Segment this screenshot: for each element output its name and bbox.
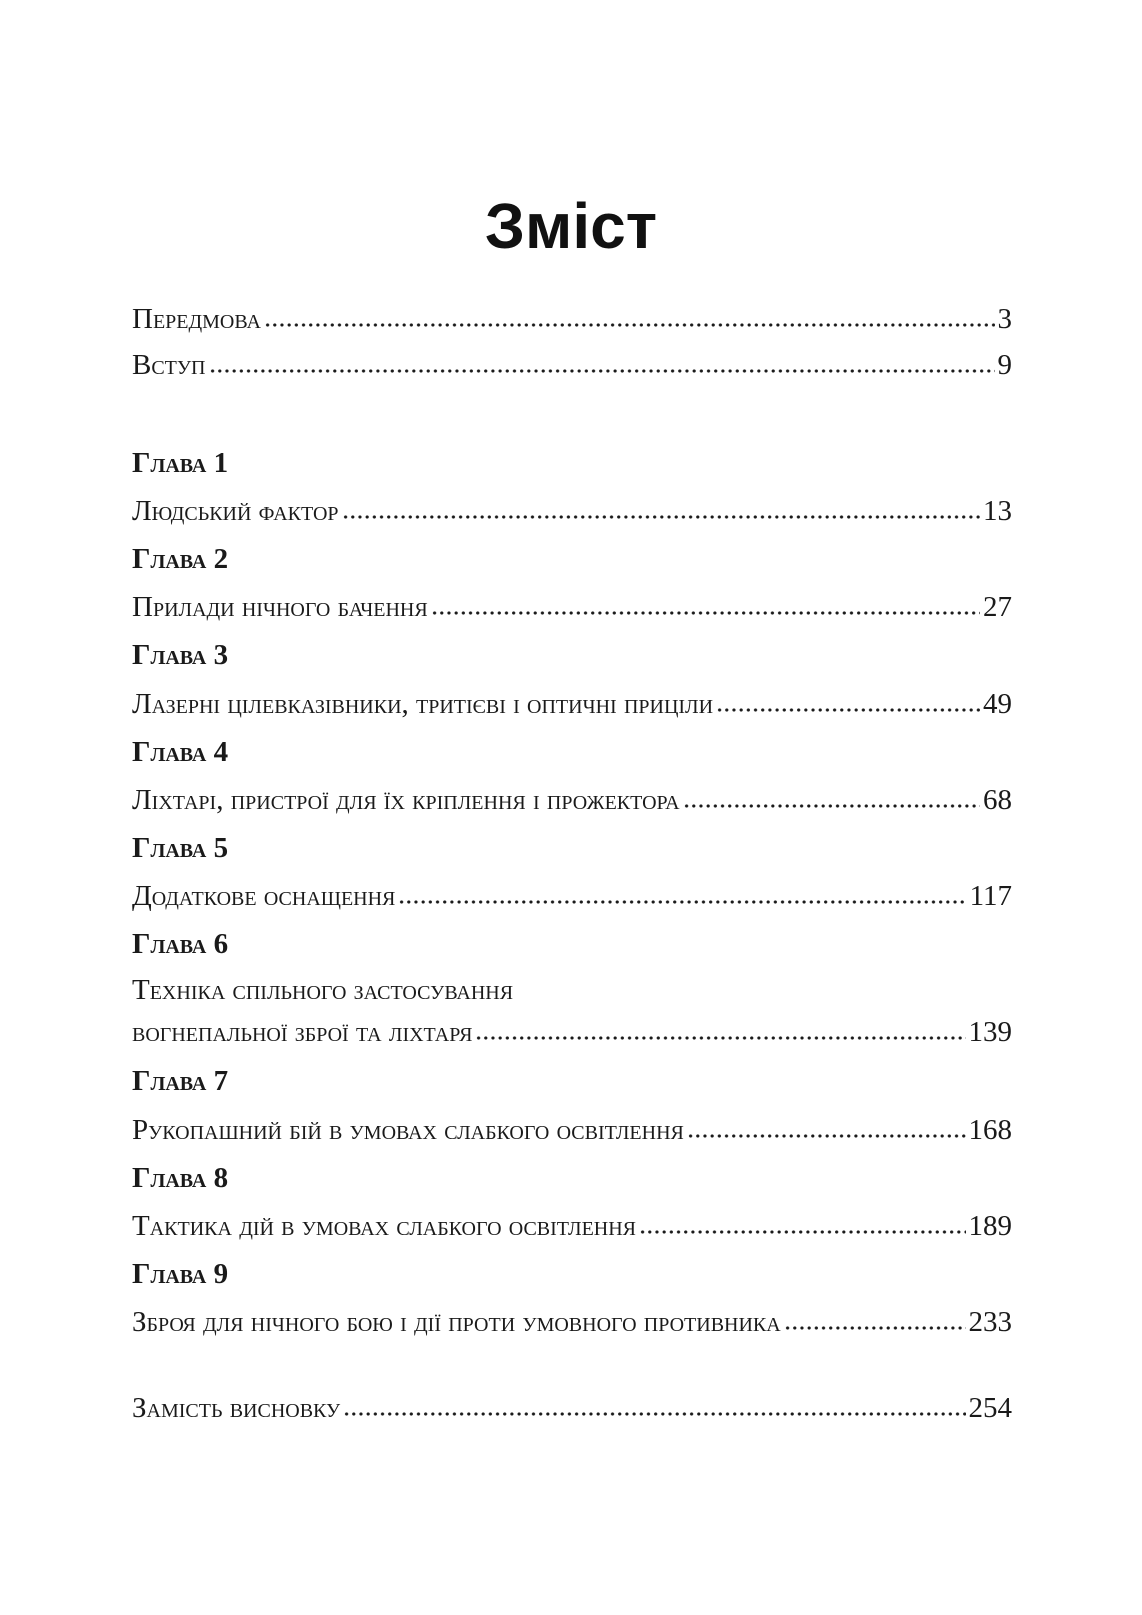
dot-leader bbox=[475, 1034, 965, 1042]
chapter-heading bbox=[132, 826, 1012, 866]
toc-entry-foreword[interactable] bbox=[132, 297, 1012, 337]
dot-leader bbox=[264, 321, 995, 329]
chapter-heading-text: Глава 4 bbox=[132, 736, 229, 768]
toc-entry-label: Людський фактор bbox=[132, 495, 339, 527]
toc-entry-chapter-5[interactable] bbox=[132, 874, 1012, 914]
toc-entry-chapter-3[interactable] bbox=[132, 682, 1012, 722]
chapter-heading bbox=[132, 1059, 1012, 1099]
chapter-heading-text: Глава 7 bbox=[132, 1065, 229, 1097]
toc-page-number: 233 bbox=[968, 1306, 1012, 1338]
toc-entry-label: Рукопашний бій в умовах слабкого освітлення bbox=[132, 1114, 684, 1146]
chapter-heading bbox=[132, 1252, 1012, 1292]
toc-entry-label: Замість висновку bbox=[132, 1392, 341, 1424]
dot-leader bbox=[639, 1228, 965, 1236]
chapter-heading bbox=[132, 633, 1012, 673]
chapter-heading bbox=[132, 730, 1012, 770]
toc-entry-label: Тактика дій в умовах слабкого освітлення bbox=[132, 1210, 637, 1242]
toc-entry-chapter-6[interactable] bbox=[132, 1010, 1012, 1050]
toc-page-number: 189 bbox=[968, 1210, 1012, 1242]
toc-entry-chapter-4[interactable] bbox=[132, 778, 1012, 818]
toc-entry-label: Техніка спільного застосування bbox=[132, 974, 514, 1006]
dot-leader bbox=[784, 1324, 966, 1332]
toc-page-number: 254 bbox=[968, 1392, 1012, 1424]
toc-entry-label: Лазерні цілевказівники, тритієві і оптичні приціли bbox=[132, 688, 714, 720]
chapter-heading-text: Глава 2 bbox=[132, 543, 229, 575]
toc-page-number: 139 bbox=[968, 1016, 1012, 1048]
dot-leader bbox=[687, 1132, 966, 1140]
toc-page-number: 49 bbox=[983, 688, 1012, 720]
toc-entry-introduction[interactable] bbox=[132, 343, 1012, 383]
toc-page-number: 117 bbox=[969, 880, 1012, 912]
toc-entry-chapter-1[interactable] bbox=[132, 489, 1012, 529]
chapter-heading bbox=[132, 1156, 1012, 1196]
dot-leader bbox=[683, 802, 980, 810]
dot-leader bbox=[716, 706, 980, 714]
chapter-heading-text: Глава 9 bbox=[132, 1258, 229, 1290]
toc-entry-label: вогнепальної зброї та ліхтаря bbox=[132, 1016, 473, 1048]
toc-page-number: 68 bbox=[983, 784, 1012, 816]
dot-leader bbox=[342, 513, 980, 521]
toc-entry-label: Додаткове оснащення bbox=[132, 880, 396, 912]
toc-page-number: 27 bbox=[983, 591, 1012, 623]
toc-page-number: 9 bbox=[997, 349, 1012, 381]
chapter-heading-text: Глава 3 bbox=[132, 639, 229, 671]
toc-page-number: 168 bbox=[968, 1114, 1012, 1146]
page-title: Зміст bbox=[484, 190, 658, 262]
dot-leader bbox=[343, 1410, 965, 1418]
table-of-contents bbox=[132, 0, 1012, 1615]
toc-entry-chapter-6-line-1[interactable] bbox=[132, 968, 1012, 1008]
toc-entry-chapter-2[interactable] bbox=[132, 585, 1012, 625]
toc-entry-label: Передмова bbox=[132, 303, 261, 335]
chapter-heading-text: Глава 1 bbox=[132, 447, 229, 479]
toc-entry-label: Ліхтарі, пристрої для їх кріплення і прожектора bbox=[132, 784, 680, 816]
toc-entry-conclusion[interactable] bbox=[132, 1386, 1012, 1426]
chapter-heading bbox=[132, 441, 1012, 481]
chapter-heading-text: Глава 6 bbox=[132, 928, 229, 960]
dot-leader bbox=[398, 898, 966, 906]
dot-leader bbox=[209, 367, 995, 375]
dot-leader bbox=[431, 609, 980, 617]
toc-entry-chapter-7[interactable] bbox=[132, 1108, 1012, 1148]
toc-page-number: 13 bbox=[983, 495, 1012, 527]
toc-entry-chapter-9[interactable] bbox=[132, 1300, 1012, 1340]
chapter-heading-text: Глава 5 bbox=[132, 832, 229, 864]
toc-entry-chapter-8[interactable] bbox=[132, 1204, 1012, 1244]
chapter-heading bbox=[132, 537, 1012, 577]
toc-page-number: 3 bbox=[997, 303, 1012, 335]
chapter-heading bbox=[132, 922, 1012, 962]
toc-entry-label: Прилади нічного бачення bbox=[132, 591, 428, 623]
chapter-heading-text: Глава 8 bbox=[132, 1162, 229, 1194]
toc-entry-label: Вступ bbox=[132, 349, 206, 381]
toc-entry-label: Зброя для нічного бою і дії проти умовного противника bbox=[132, 1306, 781, 1338]
